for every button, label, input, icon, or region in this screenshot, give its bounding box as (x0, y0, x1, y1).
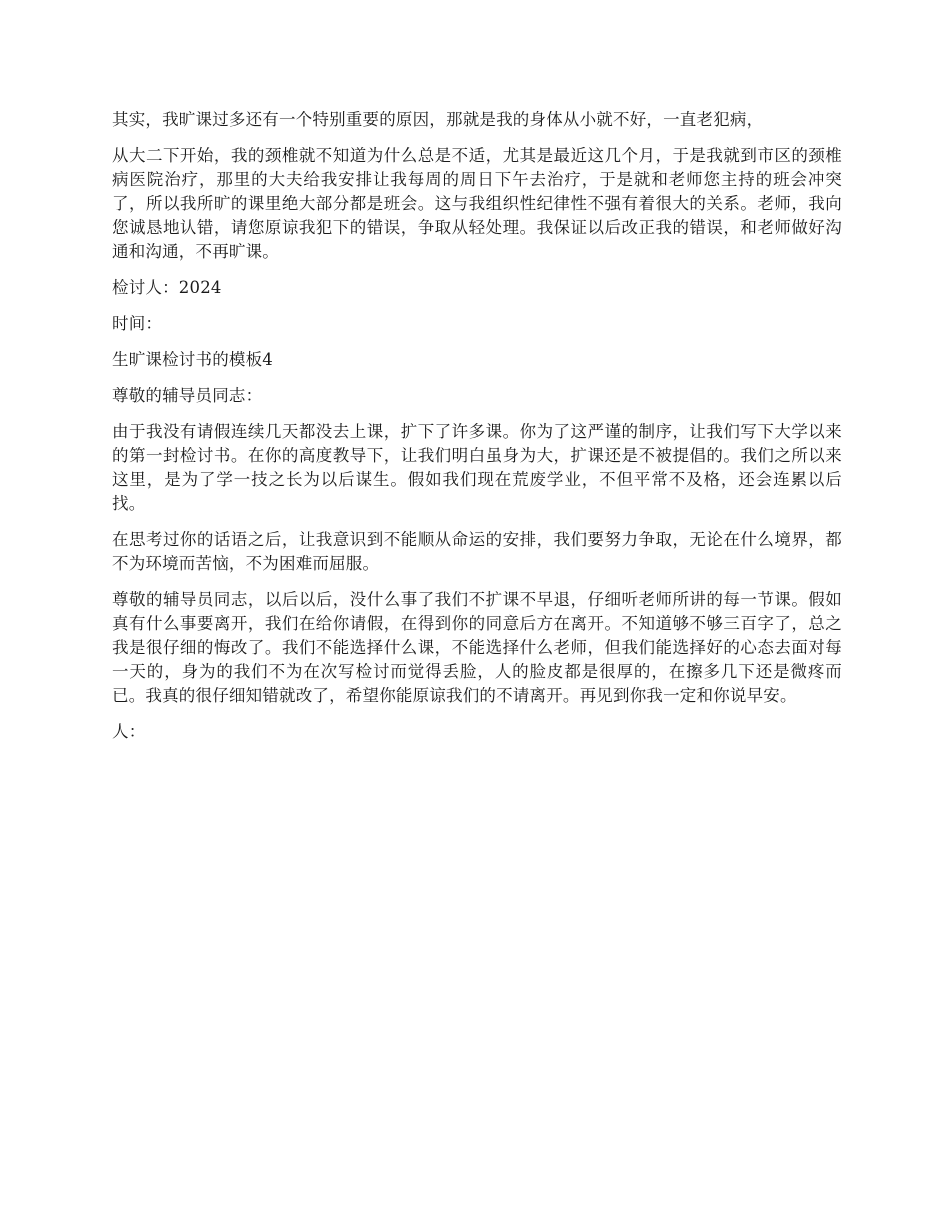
closing-signature: 人： (112, 722, 146, 741)
paragraph-promise: 尊敬的辅导员同志，以后以后，没什么事了我们不扩课不早退，仔细听老师所讲的每一节课。假如真有什么事要离开，我们在给你请假，在得到你的同意后方在离开。不知道够不够三百字了，总之我是很仔细的悔改了。我们不能选择什么课，不能选择什么老师，但我们能选择好的心态去面对每一天的，身为的我们不为在次写检讨而觉得丢脸，人的脸皮都是很厚的，在擦多几下还是微疼而已。我真的很仔细知错就改了，希望你能原谅我们的不请离开。再见到你我一定和你说早安。 (112, 590, 842, 705)
document-page (112, 108, 842, 756)
paragraph-illness-detail: 从大二下开始，我的颈椎就不知道为什么总是不适，尤其是最近这几个月，于是我就到市区的颈椎病医院治疗，那里的大夫给我安排让我每周的周日下午去治疗，于是就和老师您主持的班会冲突了，所以我所旷的课里绝大部分都是班会。这与我组织性纪律性不强有着很大的关系。老师，我向您诚恳地认错，请您原谅我犯下的错误，争取从轻处理。我保证以后改正我的错误，和老师做好沟通和沟通，不再旷课。 (112, 146, 842, 261)
salutation: 尊敬的辅导员同志： (112, 386, 263, 405)
section-heading: 生旷课检讨书的模板4 (112, 350, 273, 369)
paragraph-reason: 其实，我旷课过多还有一个特别重要的原因，那就是我的身体从小就不好，一直老犯病， (112, 110, 764, 129)
paragraph-reflection: 在思考过你的话语之后，让我意识到不能顺从命运的安排，我们要努力争取，无论在什么境界，都不为环境而苦恼，不为困难而屈服。 (112, 530, 842, 573)
signature-line: 检讨人：2024 (112, 278, 222, 297)
date-line: 时间： (112, 314, 163, 333)
paragraph-absence: 由于我没有请假连续几天都没去上课，扩下了许多课。你为了这严谨的制序，让我们写下大学以来的第一封检讨书。在你的高度教导下，让我们明白虽身为大，扩课还是不被提倡的。我们之所以来这里，是为了学一技之长为以后谋生。假如我们现在荒废学业，不但平常不及格，还会连累以后找。 (112, 422, 842, 513)
